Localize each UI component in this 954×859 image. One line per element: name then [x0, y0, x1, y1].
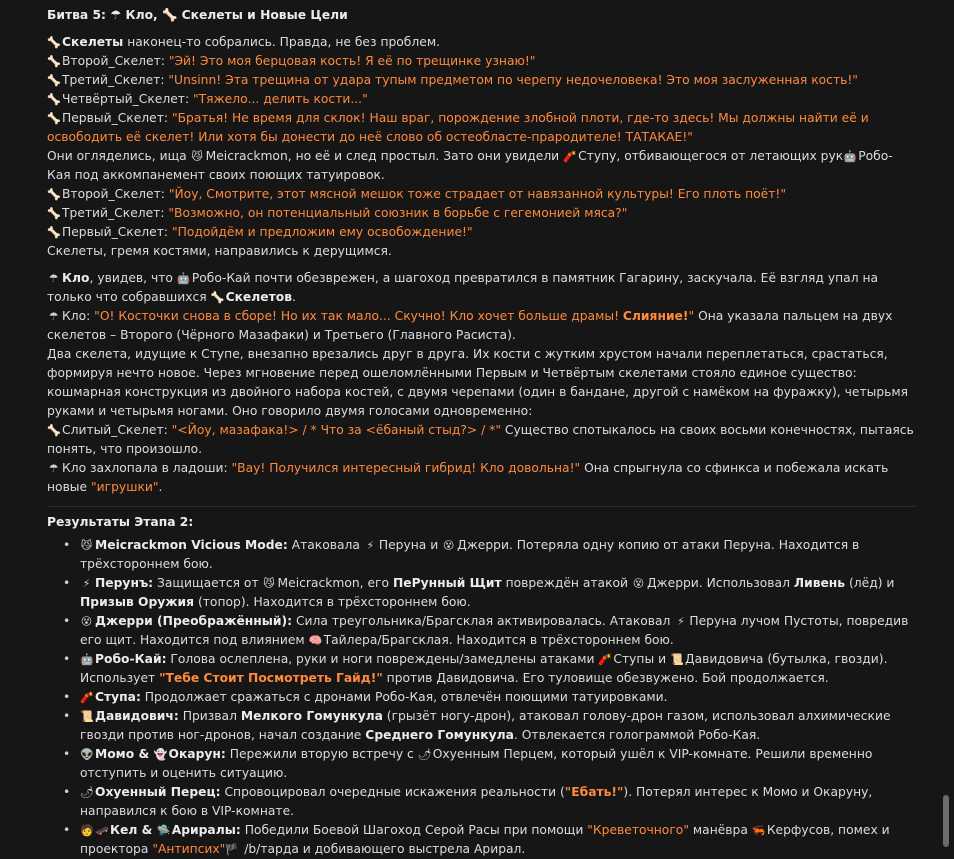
list-item [47, 612, 915, 650]
brain-icon: 🧠 [308, 634, 323, 647]
speaker-name: Первый_Скелет: [62, 111, 172, 125]
item-name: Перунъ: [95, 576, 154, 590]
item-name: Окарун: [168, 747, 226, 761]
item-name: Кел & [110, 823, 157, 837]
speaker-name: Второй_Скелет: [62, 54, 169, 68]
dizzy-face-icon: 😵 [442, 539, 455, 552]
narration-text: , увидев, что [89, 271, 177, 285]
section-divider [47, 506, 915, 507]
item-text: ). Потерял интерес к Момо и Окаруну, направился к бою в VIP-комнате. [80, 785, 873, 818]
dizzy-face-icon: 😵 [632, 577, 645, 590]
narration-text: Она спрыгнула со сфинкса и побежала искать новые [47, 461, 889, 494]
item-name: Охуенный Перец: [95, 785, 221, 799]
skeletons-name: Скелетов [225, 290, 292, 304]
list-item [47, 688, 915, 707]
item-text: Атаковала [287, 538, 364, 552]
chat-message-content [47, 6, 915, 859]
item-name: Джерри (Преображённый): [95, 614, 293, 628]
scroll-icon: 📜 [80, 710, 94, 723]
dialogue-line [47, 109, 915, 147]
dizzy-face-icon: 😵 [80, 615, 93, 628]
item-text: повреждён атакой [501, 576, 632, 590]
item-name: Робо-Кай: [95, 652, 167, 666]
battle-title: Битва 5: ☂ Кло, 🦴 Скелеты и Новые Цели [47, 8, 348, 22]
scrollbar-thumb[interactable] [943, 795, 949, 847]
bone-icon: 🦴 [47, 36, 61, 49]
item-text: Meicrackmon, его [277, 576, 393, 590]
quote-text: "Вау! Получился интересный гибрид! Кло довольна!" [231, 461, 581, 475]
item-text: (лёд) и [845, 576, 895, 590]
quote-text: "<Йоу, мазафака!> / * Что за <ёбаный стыд?> / *" [171, 423, 501, 437]
narration-text: Они огляделись, ища [47, 149, 191, 163]
dialogue-line [47, 307, 915, 345]
speaker-name: Третий_Скелет: [62, 73, 169, 87]
umbrella-icon: ☂ [48, 272, 59, 285]
item-text: Призвал [178, 709, 241, 723]
quote-text: "Возможно, он потенциальный союзник в борьбе с гегемонией мяса?" [168, 206, 628, 220]
list-item [47, 783, 915, 821]
item-text: (грызёт ногу-дрон), атаковал голову-дрон газом, использовал алхимические гвозди против ног-дронов, начал создание [80, 709, 891, 742]
mortar-icon: 🧨 [80, 691, 94, 704]
speaker-name: Четвёртый_Скелет: [62, 92, 194, 106]
narration-line: Скелеты, гремя костями, направились к дерущимся. [47, 244, 392, 258]
list-item [47, 574, 915, 612]
list-item [47, 536, 915, 574]
quote-bold-text: Слияние! [622, 309, 689, 323]
bone-icon: 🦴 [47, 55, 61, 68]
item-text: Голова ослеплена, руки и ноги повреждены/замедлены атаками [166, 652, 599, 666]
bone-icon: 🦴 [47, 112, 61, 125]
scrollbar[interactable] [940, 0, 952, 856]
skateboard-icon: 🛹 [95, 824, 109, 837]
speaker-name: Кло: [62, 309, 95, 323]
robot-icon: 🤖 [176, 272, 191, 285]
narration-text: наконец-то собрались. Правда, не без проблем. [123, 35, 441, 49]
klo-name: Кло [62, 271, 90, 285]
list-item [47, 821, 915, 859]
umbrella-icon: ☂ [48, 310, 59, 323]
narration-text: Ступу, отбивающегося от летающих рук [578, 149, 844, 163]
speaker-name: Первый_Скелет: [62, 225, 172, 239]
dialogue-line [47, 459, 915, 497]
dialogue-line [47, 223, 915, 242]
bone-icon: 🦴 [47, 207, 61, 220]
mortar-icon: 🧨 [563, 150, 577, 163]
item-bold-text: Среднего Гомункула [365, 728, 514, 742]
narration-line [47, 33, 915, 52]
item-text: Перуна и [378, 538, 443, 552]
item-text: против Давидовича. Его туловище обезвужено. Бой продолжается. [382, 671, 829, 685]
dialogue-line [47, 204, 915, 223]
quote-text: "Unsinn! Эта трещина от удара тупым предметом по черепу недочеловека! Это моя заслуженная кость!" [168, 73, 858, 87]
narration-text: Она указала пальцем на двух скелетов – Второго (Чёрного Мазафаки) и Третьего (Главного Расиста). [47, 309, 893, 342]
item-text: Спровоцировал очередные искажения реальности ( [220, 785, 565, 799]
pepper-icon: 🌶 [80, 786, 94, 799]
list-item [47, 707, 915, 745]
lightning-icon: ⚡ [676, 615, 685, 628]
item-text: (топор). Находится в трёхстороннем бою. [194, 595, 471, 609]
bone-icon: 🦴 [210, 291, 225, 304]
dialogue-line [47, 421, 915, 459]
item-text: Охуенным Перцем, который ушёл к VIP-комнате. Решили временно отступить и оценить ситуацию. [80, 747, 873, 780]
ufo-icon: 🛸 [156, 824, 171, 837]
narration-text: Существо спотыкалось на своих восьми конечностях, пытаясь понять, что произошло. [47, 423, 914, 456]
robot-icon: 🤖 [843, 150, 857, 163]
narration-text: Робо-Кай почти обезврежен, а шагоход превратился в памятник Гагарину, заскучала. Её взгляд упал на только что собравшихся [47, 271, 879, 304]
item-bold-text: ПеРунный Щит [392, 576, 502, 590]
item-bold-text: Мелкого Гомункула [240, 709, 383, 723]
narration-text: . [158, 480, 163, 494]
speaker-name: Третий_Скелет: [62, 206, 169, 220]
narration-text: Робо-Кая под аккомпанемент своих поющих татуировок. [47, 149, 893, 182]
quote-text: "Антипсих" [152, 842, 226, 856]
quote-text: "Тебе Стоит Посмотреть Гайд!" [159, 671, 383, 685]
results-list [47, 536, 915, 859]
narration-line [47, 147, 915, 185]
bone-icon: 🦴 [47, 188, 61, 201]
quote-text: "Йоу, Смотрите, этот мясной мешок тоже страдает от навязанной культуры! Его плоть поёт!" [168, 187, 786, 201]
dialogue-line [47, 90, 915, 109]
item-text: Продолжает сражаться с дронами Робо-Кая, отвлечён поющими татуировками. [140, 690, 668, 704]
speaker-name: Второй_Скелет: [62, 187, 169, 201]
quote-text: "Братья! Не время для склок! Наш враг, порождение злобной плоти, где-то здесь! Мы должны найти её и освободить её скелет! Или хотя бы донести до неё слово об остеобласте-прародителе! ТАТАКАЕ!" [47, 111, 869, 144]
list-item [47, 650, 915, 688]
bone-icon: 🦴 [47, 93, 61, 106]
lightning-icon: ⚡ [366, 539, 375, 552]
speaker-name: Кло захлопала в ладоши: [62, 461, 232, 475]
item-text: Перуна лучом Пустоты, повредив его щит. Находится под влиянием [80, 614, 909, 647]
item-text: /b/тарда и добивающего выстрела Арирал. [240, 842, 526, 856]
results-heading: Результаты Этапа 2: [47, 515, 194, 529]
quote-text: "Эй! Это моя берцовая кость! Я её по трещинке узнаю!" [168, 54, 536, 68]
item-name: Арирaлы: [171, 823, 241, 837]
speaker-name: Слитый_Скелет: [62, 423, 172, 437]
quote-text: "Тяжело... делить кости..." [193, 92, 368, 106]
item-text: Ступы и [613, 652, 670, 666]
cat-icon: 😼 [191, 150, 203, 163]
item-name: Момо & [95, 747, 154, 761]
robot-icon: 🤖 [80, 653, 94, 666]
scroll-icon: 📜 [669, 653, 684, 666]
narration-text: Meicrackmon, но её и след простыл. Зато они увидели [205, 149, 564, 163]
dialogue-line [47, 52, 915, 71]
item-text: Джерри. Использовал [646, 576, 794, 590]
item-bold-text: Призыв Оружия [80, 595, 195, 609]
item-name: Ступа: [95, 690, 141, 704]
item-text: Джерри. Потеряла одну копию от атаки Перуна. Находится в трёхстороннем бою. [80, 538, 860, 571]
quote-text: "игрушки" [91, 480, 159, 494]
cat-icon: 😼 [263, 577, 275, 590]
dialogue-line [47, 71, 915, 90]
bone-icon: 🦴 [47, 226, 61, 239]
narration-paragraph: Два скелета, идущие к Ступе, внезапно врезались друг в друга. Их кости с жутким хрустом начали переплетаться, срастаться, формируя нечто новое. Через мгновение перед ошеломлёнными Первым и Четвёртым скелетами стояло единое существо: кошмарная конструкция из двойного набора костей, с двумя черепами (один в бандане, другой с намёком на фуражку), четырьмя руками и четырьмя ногами. Оно говорило двумя голосами одновременно: [47, 347, 909, 418]
flag-icon: 🏴 [225, 843, 240, 856]
item-name: Давидович: [95, 709, 179, 723]
cat-icon: 😼 [80, 539, 93, 552]
item-bold-text: Ливень [793, 576, 846, 590]
item-text: Керфусов, помех и проектора [80, 823, 890, 856]
item-text: Победили Боевой Шагоход Серой Расы при помощи [240, 823, 588, 837]
narration-line [47, 269, 915, 307]
narration-text: . [291, 290, 296, 304]
item-text: . Отвлекается голограммой Робо-Кая. [513, 728, 761, 742]
quote-text: " [688, 309, 695, 323]
dialogue-line [47, 185, 915, 204]
alien-icon: 👽 [80, 748, 94, 761]
bone-icon: 🦴 [47, 74, 61, 87]
bone-icon: 🦴 [47, 424, 61, 437]
person-icon: 🧑 [80, 824, 94, 837]
item-text: Защищается от [153, 576, 263, 590]
item-text: Сила треугольника/Брагсклая активировалась. Атаковал [292, 614, 675, 628]
mortar-icon: 🧨 [598, 653, 613, 666]
skeletons-name: Скелеты [62, 35, 124, 49]
quote-text: "Креветочного" [587, 823, 689, 837]
shrimp-icon: 🦐 [751, 824, 766, 837]
quote-text: "Подойдём и предложим ему освобождение!" [171, 225, 473, 239]
pepper-icon: 🌶 [417, 748, 432, 761]
quote-text: "Ебать!" [564, 785, 624, 799]
lightning-icon: ⚡ [82, 577, 91, 590]
quote-text: "О! Косточки снова в сборе! Но их так мало... Скучно! Кло хочет больше драмы! [94, 309, 623, 323]
ghost-icon: 👻 [153, 748, 168, 761]
umbrella-icon: ☂ [48, 462, 59, 475]
item-text: Давидовича (бутылка, гвозди). Использует [80, 652, 888, 685]
item-text: манёвра [688, 823, 752, 837]
item-name: Meicrackmon Vicious Mode: [95, 538, 288, 552]
list-item [47, 745, 915, 783]
item-text: Пережили вторую встречу с [225, 747, 418, 761]
item-text: Тайлера/Брагсклая. Находится в трёхстороннем бою. [323, 633, 674, 647]
